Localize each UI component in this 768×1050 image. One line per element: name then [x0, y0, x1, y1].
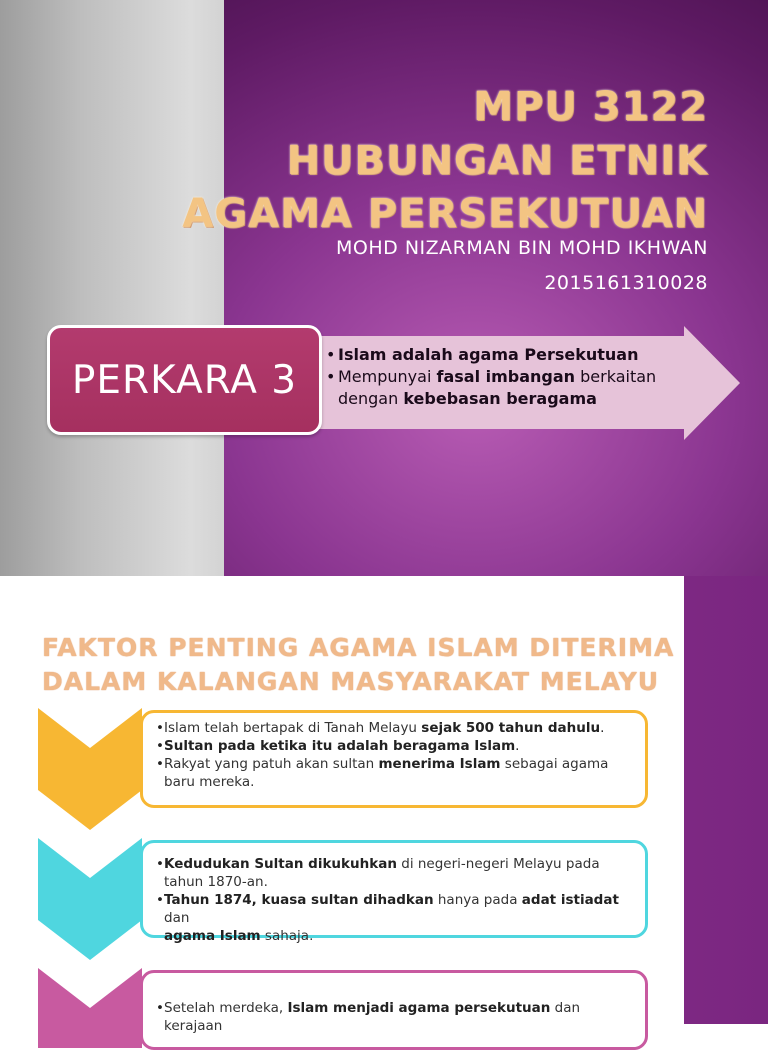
card-text-bold: Sultan pada ketika itu adalah beragama Islam: [164, 738, 516, 754]
card-text-bold: menerima Islam: [378, 756, 501, 772]
point-text-bold: fasal imbangan: [436, 367, 576, 386]
point-text-bold: kebebasan beragama: [403, 389, 597, 408]
orange-chevron-icon: [38, 708, 142, 830]
list-item: [156, 755, 635, 791]
card-text-bold: agama Islam: [164, 928, 261, 944]
card-text: Islam telah bertapak di Tanah Melayu: [164, 720, 422, 736]
list-item: [156, 719, 635, 737]
factor-card-3: [140, 970, 648, 1050]
list-item: [156, 855, 635, 891]
card-text: kerajaan: [164, 1018, 223, 1034]
student-id: 2015161310028: [544, 272, 708, 294]
author-name: MOHD NIZARMAN BIN MOHD IKHWAN: [336, 237, 708, 259]
card-text: sebagai agama: [500, 756, 609, 772]
point-text: dengan: [338, 389, 404, 408]
card-text-bold: sejak 500 tahun dahulu: [421, 720, 601, 736]
card-text: .: [515, 738, 520, 754]
card-text-bold: Islam menjadi agama persekutuan: [287, 1000, 551, 1016]
pink-chevron-icon: [38, 968, 142, 1048]
slide-title-line-2: HUBUNGAN ETNIK: [286, 138, 708, 184]
arrow-bullet-list: [326, 344, 686, 410]
factor-card-2: [140, 840, 648, 944]
bullet-icon: •: [156, 892, 164, 908]
bullet-icon: •: [326, 345, 336, 364]
card-text-bold: Kedudukan Sultan dikukuhkan: [164, 856, 397, 872]
card-text: Rakyat yang patuh akan sultan: [164, 756, 379, 772]
list-item: [326, 366, 686, 410]
card-text: .: [600, 720, 605, 736]
perkara-box: PERKARA 3: [47, 325, 322, 435]
gray-side-panel: [0, 0, 224, 576]
card-text-bold: Tahun 1874, kuasa sultan dihadkan: [164, 892, 434, 908]
card-text: dan: [550, 1000, 581, 1016]
card-text: dan: [164, 910, 190, 926]
slide2-title-line-2: DALAM KALANGAN MASYARAKAT MELAYU: [42, 667, 660, 696]
card-text: Setelah merdeka,: [164, 1000, 288, 1016]
list-item: [156, 891, 635, 945]
bullet-icon: •: [156, 756, 164, 772]
content-slide: [0, 576, 768, 1034]
bullet-icon: •: [156, 738, 164, 754]
list-item: [326, 344, 686, 366]
point-text: berkaitan: [575, 367, 657, 386]
point-text: Islam adalah agama Persekutuan: [338, 345, 639, 364]
slide2-title-line-1: FAKTOR PENTING AGAMA ISLAM DITERIMA: [42, 633, 675, 662]
slide-title-line-1: MPU 3122: [473, 84, 708, 130]
cyan-chevron-icon: [38, 838, 142, 960]
slide-title-line-3: AGAMA PERSEKUTUAN: [182, 191, 708, 237]
bullet-icon: •: [326, 367, 336, 386]
bullet-icon: •: [156, 1000, 164, 1016]
factor-card-1: [140, 710, 648, 808]
card-text: tahun 1870-an.: [164, 874, 268, 890]
point-text: Mempunyai: [338, 367, 437, 386]
card-text: sahaja.: [260, 928, 314, 944]
card-text: baru mereka.: [164, 774, 255, 790]
bullet-icon: •: [156, 720, 164, 736]
list-item: [156, 999, 635, 1035]
card-text-bold: adat istiadat: [521, 892, 619, 908]
card-text: hanya pada: [433, 892, 522, 908]
list-item: [156, 737, 635, 755]
card-text: di negeri-negeri Melayu pada: [396, 856, 600, 872]
bullet-icon: •: [156, 856, 164, 872]
